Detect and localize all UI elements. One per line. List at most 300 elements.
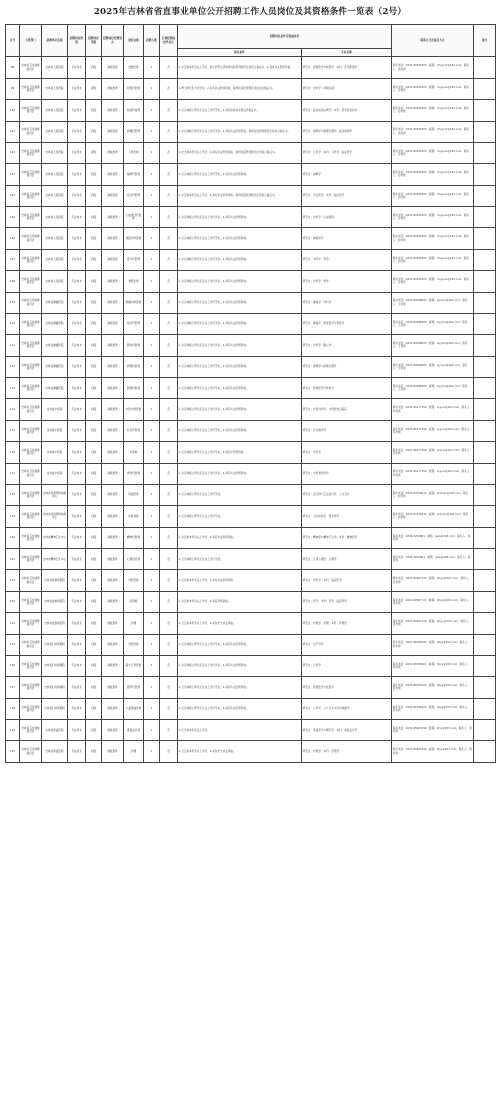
cell-funding: 财政拨款 (102, 100, 124, 121)
cell-post-name: 药剂师 (124, 591, 144, 612)
cell-contact: 联系电话：0431-82907722；邮箱：jhbyy@163.com；联系人：张老师 (392, 570, 474, 591)
table-body (6, 57, 496, 762)
cell-conditions: 1.博士研究生学历学位；2.具有执业医师资格，取得住院医师规范化培训合格证书。 (178, 78, 302, 99)
cell-conditions: 1.全日制硕士研究生及以上学历学位；2.具有执业医师资格。 (178, 378, 302, 399)
cell-count: 1 (144, 121, 160, 142)
cell-funding: 财政拨款 (102, 228, 124, 249)
cell-unit: 吉林省肿瘤医院 (42, 378, 68, 399)
header-major: 专业名称 (302, 49, 392, 57)
cell-seq: 98 (6, 57, 20, 78)
cell-note (474, 121, 496, 142)
recruitment-table (5, 24, 496, 763)
cell-special: 否 (160, 78, 178, 99)
cell-unit: 吉林省疾病预防控制中心 (42, 506, 68, 527)
cell-special: 否 (160, 591, 178, 612)
cell-note (474, 527, 496, 548)
cell-post-name: 检验科技师 (124, 100, 144, 121)
cell-seq: 127 (6, 677, 20, 698)
cell-post-level: 初级 (86, 356, 102, 377)
cell-post-type: 专业技术 (68, 484, 86, 505)
header-seq: 序号 (6, 25, 20, 57)
cell-seq: 105 (6, 207, 20, 228)
table-row (6, 100, 496, 121)
cell-special: 否 (160, 720, 178, 741)
table-row (6, 142, 496, 163)
cell-dept: 吉林省卫生健康委员会 (20, 271, 42, 292)
cell-post-level: 初级 (86, 292, 102, 313)
cell-unit: 吉林省结核病医院 (42, 570, 68, 591)
cell-funding: 财政拨款 (102, 527, 124, 548)
table-row (6, 613, 496, 634)
cell-contact: 联系电话：0431-80596083；邮箱：zlyyrsc@163.com；联系人：王老师 (392, 313, 474, 334)
cell-seq: 109 (6, 292, 20, 313)
cell-special: 否 (160, 313, 178, 334)
cell-post-name: 检验技师 (124, 506, 144, 527)
table-row (6, 420, 496, 441)
cell-post-type: 专业技术 (68, 57, 86, 78)
cell-post-level: 初级 (86, 570, 102, 591)
cell-count: 1 (144, 164, 160, 185)
cell-post-name: 护理 (124, 741, 144, 762)
cell-funding: 财政拨款 (102, 613, 124, 634)
header-funding: 招聘岗位经费形式 (102, 25, 124, 57)
cell-dept: 吉林省卫生健康委员会 (20, 677, 42, 698)
cell-conditions: 1.全日制硕士研究生及以上学历学位；2.具有执业医师资格。 (178, 164, 302, 185)
cell-count: 1 (144, 207, 160, 228)
cell-unit: 吉林省人民医院 (42, 100, 68, 121)
cell-post-level: 初级 (86, 442, 102, 463)
cell-post-level: 初级 (86, 78, 102, 99)
cell-contact: 联系电话：0431-80596083；邮箱：zlyyrsc@163.com；联系人：王老师 (392, 378, 474, 399)
cell-funding: 财政拨款 (102, 335, 124, 356)
cell-funding: 财政拨款 (102, 292, 124, 313)
cell-dept: 吉林省卫生健康委员会 (20, 442, 42, 463)
cell-note (474, 741, 496, 762)
cell-note (474, 57, 496, 78)
cell-post-name: 中医内科医师 (124, 399, 144, 420)
cell-count: 1 (144, 634, 160, 655)
cell-dept: 吉林省卫生健康委员会 (20, 121, 42, 142)
cell-conditions: 1.全日制硕士研究生及以上学历学位；2.具有执业医师资格。 (178, 463, 302, 484)
cell-post-type: 专业技术 (68, 634, 86, 655)
cell-major: 研究生：护理学；本科：护理学 (302, 741, 392, 762)
cell-post-level: 初级 (86, 57, 102, 78)
table-row (6, 720, 496, 741)
cell-dept: 吉林省卫生健康委员会 (20, 570, 42, 591)
cell-major: 研究生：中医内科学、中西医结合临床 (302, 399, 392, 420)
cell-count: 1 (144, 142, 160, 163)
cell-special: 否 (160, 634, 178, 655)
cell-seq: 102 (6, 142, 20, 163)
cell-unit: 吉林省肿瘤医院 (42, 313, 68, 334)
cell-post-level: 初级 (86, 228, 102, 249)
table-row (6, 207, 496, 228)
cell-unit: 吉林省人民医院 (42, 164, 68, 185)
cell-post-level: 初级 (86, 463, 102, 484)
cell-funding: 财政拨款 (102, 399, 124, 420)
cell-contact: 联系电话：0431-85595363；邮箱：rmyyrsc@163.com；联系人：孙老师 (392, 249, 474, 270)
cell-post-type: 专业技术 (68, 207, 86, 228)
cell-contact: 联系电话：0431-85923344；邮箱：kfyy@163.com；联系人：周老师 (392, 720, 474, 741)
cell-unit: 吉林省人民医院 (42, 78, 68, 99)
cell-post-level: 初级 (86, 335, 102, 356)
cell-major: 研究生：药学；本科：药学、临床药学 (302, 591, 392, 612)
cell-special: 否 (160, 442, 178, 463)
table-row (6, 335, 496, 356)
table-row (6, 249, 496, 270)
cell-contact: 联系电话：0431-86177356；邮箱：zyyrsc@163.com；联系人：李老师 (392, 420, 474, 441)
cell-note (474, 164, 496, 185)
cell-post-name: 麻醉科医师 (124, 164, 144, 185)
cell-conditions: 1.全日制硕士研究生及以上学历学位；2.具有执业医师资格。 (178, 420, 302, 441)
cell-conditions: 1.全日制硕士研究生及以上学历学位；2.具有执业医师资格。 (178, 677, 302, 698)
cell-dept: 吉林省卫生健康委员会 (20, 634, 42, 655)
cell-post-type: 专业技术 (68, 100, 86, 121)
cell-post-level: 初级 (86, 655, 102, 676)
cell-count: 1 (144, 463, 160, 484)
cell-note (474, 185, 496, 206)
cell-seq: 120 (6, 527, 20, 548)
cell-contact: 联系电话：0431-85595363；邮箱：rmyyrsc@163.com；联系人：孙老师 (392, 121, 474, 142)
cell-major: 研究生：影像医学与核医学 (302, 378, 392, 399)
cell-special: 否 (160, 100, 178, 121)
cell-note (474, 613, 496, 634)
cell-seq: 130 (6, 741, 20, 762)
cell-dept: 吉林省卫生健康委员会 (20, 164, 42, 185)
header-dept: 主管部门 (20, 25, 42, 57)
cell-note (474, 720, 496, 741)
header-post-level: 招聘岗位等级 (86, 25, 102, 57)
cell-funding: 财政拨款 (102, 207, 124, 228)
cell-post-type: 专业技术 (68, 313, 86, 334)
cell-note (474, 228, 496, 249)
cell-note (474, 100, 496, 121)
table-row (6, 292, 496, 313)
cell-post-name: 心血管内科医师 (124, 207, 144, 228)
cell-contact: 联系电话：0431-82907722；邮箱：jhbyy@163.com；联系人：张老师 (392, 591, 474, 612)
cell-dept: 吉林省卫生健康委员会 (20, 142, 42, 163)
cell-special: 否 (160, 378, 178, 399)
cell-post-type: 专业技术 (68, 399, 86, 420)
cell-post-name: 病理科医师 (124, 121, 144, 142)
cell-special: 否 (160, 121, 178, 142)
cell-funding: 财政拨款 (102, 720, 124, 741)
cell-count: 1 (144, 420, 160, 441)
cell-special: 否 (160, 142, 178, 163)
cell-seq: 126 (6, 655, 20, 676)
cell-special: 否 (160, 527, 178, 548)
cell-contact: 联系电话：0431-86789101；邮箱：fybjy@163.com；联系人：陈老师 (392, 677, 474, 698)
cell-conditions: 1.全日制本科及以上学历；2.具有药师资格。 (178, 591, 302, 612)
cell-funding: 财政拨款 (102, 185, 124, 206)
cell-post-name: 超声科医师 (124, 677, 144, 698)
cell-unit: 吉林省妇幼保健院 (42, 634, 68, 655)
cell-post-type: 专业技术 (68, 249, 86, 270)
cell-seq: 106 (6, 228, 20, 249)
cell-post-type: 专业技术 (68, 698, 86, 719)
cell-major: 研究生：麻醉学 (302, 164, 392, 185)
cell-funding: 财政拨款 (102, 506, 124, 527)
cell-count: 1 (144, 506, 160, 527)
cell-special: 否 (160, 677, 178, 698)
cell-post-level: 初级 (86, 613, 102, 634)
cell-conditions: 1.全日制硕士研究生及以上学历学位；2.具有执业医师资格。 (178, 356, 302, 377)
cell-count: 1 (144, 399, 160, 420)
cell-funding: 财政拨款 (102, 57, 124, 78)
cell-post-type: 专业技术 (68, 741, 86, 762)
cell-post-level: 初级 (86, 698, 102, 719)
header-note: 备注 (474, 25, 496, 57)
cell-count: 1 (144, 78, 160, 99)
cell-seq: 116 (6, 442, 20, 463)
cell-funding: 财政拨款 (102, 271, 124, 292)
cell-post-level: 初级 (86, 121, 102, 142)
cell-funding: 财政拨款 (102, 655, 124, 676)
cell-special: 否 (160, 463, 178, 484)
cell-conditions: 1.全日制硕士研究生及以上学历学位；2.具有执业医师资格。 (178, 228, 302, 249)
cell-post-name: 儿童保健医师 (124, 698, 144, 719)
cell-major: 研究生：临床检验诊断学；本科：医学检验技术 (302, 100, 392, 121)
cell-conditions: 1.全日制本科及以上学历；2.具有执业医师资格。 (178, 570, 302, 591)
cell-conditions: 1.全日制硕士研究生及以上学历学位。 (178, 484, 302, 505)
cell-count: 2 (144, 655, 160, 676)
cell-post-type: 专业技术 (68, 335, 86, 356)
cell-contact: 联系电话：0431-85595363；邮箱：rmyyrsc@163.com；联系人：孙老师 (392, 271, 474, 292)
cell-unit: 吉林省妇幼保健院 (42, 677, 68, 698)
cell-post-name: 心理治疗师 (124, 549, 144, 570)
cell-post-type: 专业技术 (68, 142, 86, 163)
table-row (6, 442, 496, 463)
cell-major: 研究生：儿科学、儿少卫生与妇幼保健学 (302, 698, 392, 719)
cell-conditions: 1.全日制硕士研究生及以上学历学位。 (178, 549, 302, 570)
cell-funding: 财政拨款 (102, 121, 124, 142)
cell-major: 研究生：应用心理学、心理学 (302, 549, 392, 570)
cell-contact: 联系电话：0431-86177356；邮箱：zyyrsc@163.com；联系人：李老师 (392, 442, 474, 463)
cell-conditions: 1.全日制硕士研究生及以上学历学位；2.具有执业医师资格。 (178, 207, 302, 228)
cell-contact: 联系电话：0431-86789101；邮箱：fybjy@163.com；联系人：陈老师 (392, 634, 474, 655)
header-conditions: 报名条件 (178, 49, 302, 57)
cell-seq: 99 (6, 78, 20, 99)
cell-post-level: 初级 (86, 720, 102, 741)
cell-post-name: 神经内科医师 (124, 228, 144, 249)
cell-seq: 125 (6, 634, 20, 655)
cell-special: 否 (160, 57, 178, 78)
cell-dept: 吉林省卫生健康委员会 (20, 313, 42, 334)
cell-count: 1 (144, 271, 160, 292)
cell-major: 研究生：肿瘤学、内科学 (302, 292, 392, 313)
cell-conditions: 1.全日制本科及以上学历；2.具有执业医师资格。 (178, 527, 302, 548)
cell-major: 研究生：病理学与病理生理学 (302, 356, 392, 377)
cell-contact: 联系电话：0431-85595363；邮箱：rmyyrsc@163.com；联系人：孙老师 (392, 164, 474, 185)
cell-post-type: 专业技术 (68, 420, 86, 441)
cell-contact: 联系电话：0431-80596083；邮箱：zlyyrsc@163.com；联系人：王老师 (392, 335, 474, 356)
cell-note (474, 142, 496, 163)
cell-post-name: 普外科医师 (124, 249, 144, 270)
cell-post-level: 初级 (86, 100, 102, 121)
cell-funding: 财政拨款 (102, 442, 124, 463)
cell-count: 1 (144, 185, 160, 206)
table-row (6, 549, 496, 570)
cell-major: 研究生：中医骨伤科学 (302, 463, 392, 484)
cell-post-type: 专业技术 (68, 78, 86, 99)
cell-post-level: 初级 (86, 164, 102, 185)
cell-contact: 联系电话：0431-86177356；邮箱：zyyrsc@163.com；联系人：李老师 (392, 463, 474, 484)
table-row (6, 506, 496, 527)
table-row (6, 655, 496, 676)
cell-note (474, 335, 496, 356)
cell-major: 研究生：内科学；本科：临床医学 (302, 570, 392, 591)
cell-note (474, 591, 496, 612)
cell-count: 1 (144, 378, 160, 399)
cell-post-level: 初级 (86, 677, 102, 698)
cell-dept: 吉林省卫生健康委员会 (20, 292, 42, 313)
cell-funding: 财政拨款 (102, 313, 124, 334)
cell-contact: 联系电话：0431-85923344；邮箱：kfyy@163.com；联系人：周老师 (392, 741, 474, 762)
cell-note (474, 399, 496, 420)
cell-contact: 联系电话：0434-3252801；邮箱：jsws@163.com；联系人：刘老师 (392, 527, 474, 548)
cell-major: 研究生：中药学 (302, 442, 392, 463)
cell-seq: 118 (6, 484, 20, 505)
cell-special: 否 (160, 292, 178, 313)
cell-conditions: 1.全日制本科及以上学历；2.具有护士执业资格。 (178, 741, 302, 762)
cell-unit: 吉林省人民医院 (42, 185, 68, 206)
table-row (6, 313, 496, 334)
cell-conditions: 1.全日制本科及以上学历。 (178, 720, 302, 741)
cell-contact: 联系电话：0434-3252801；邮箱：jsws@163.com；联系人：刘老师 (392, 549, 474, 570)
cell-post-name: 妇科医师 (124, 634, 144, 655)
cell-note (474, 655, 496, 676)
cell-note (474, 292, 496, 313)
cell-post-type: 专业技术 (68, 570, 86, 591)
table-row (6, 591, 496, 612)
table-row (6, 634, 496, 655)
cell-unit: 吉林省人民医院 (42, 228, 68, 249)
cell-funding: 财政拨款 (102, 420, 124, 441)
cell-funding: 财政拨款 (102, 463, 124, 484)
cell-major: 研究生：外科学（普外） (302, 249, 392, 270)
cell-unit: 吉林省人民医院 (42, 121, 68, 142)
table-row (6, 527, 496, 548)
cell-post-name: 骨伤科医师 (124, 463, 144, 484)
cell-post-name: 骨科医师 (124, 271, 144, 292)
table-row (6, 378, 496, 399)
cell-post-name: 针灸科医师 (124, 420, 144, 441)
cell-special: 否 (160, 549, 178, 570)
cell-major: 研究生：内科学（呼吸系病） (302, 78, 392, 99)
cell-dept: 吉林省卫生健康委员会 (20, 506, 42, 527)
cell-count: 1 (144, 228, 160, 249)
cell-conditions: 1.全日制本科及以上学历；2.具有执业医师资格，取得住院医师规范化培训合格证书。 (178, 185, 302, 206)
table-row (6, 78, 496, 99)
cell-post-name: 康复治疗师 (124, 720, 144, 741)
cell-special: 否 (160, 164, 178, 185)
cell-seq: 104 (6, 185, 20, 206)
cell-unit: 吉林省中医院 (42, 463, 68, 484)
cell-dept: 吉林省卫生健康委员会 (20, 207, 42, 228)
cell-note (474, 442, 496, 463)
cell-dept: 吉林省卫生健康委员会 (20, 185, 42, 206)
cell-major: 研究生：护理学、护理；本科：护理学 (302, 613, 392, 634)
cell-major: 研究生：康复医学与理疗学；本科：康复治疗学 (302, 720, 392, 741)
cell-count: 1 (144, 292, 160, 313)
cell-major: 研究生：外科学（胸心外） (302, 335, 392, 356)
cell-major: 研究生：儿科学；本科：儿科学、临床医学 (302, 142, 392, 163)
cell-special: 否 (160, 741, 178, 762)
cell-special: 否 (160, 228, 178, 249)
cell-contact: 联系电话：0431-82907722；邮箱：jhbyy@163.com；联系人：张老师 (392, 613, 474, 634)
cell-post-type: 专业技术 (68, 591, 86, 612)
cell-seq: 115 (6, 420, 20, 441)
cell-major: 研究生：卫生检验学、微生物学 (302, 506, 392, 527)
cell-contact: 联系电话：0431-85595363；邮箱：rmyyrsc@163.com；联系人：孙老师 (392, 228, 474, 249)
cell-dept: 吉林省卫生健康委员会 (20, 228, 42, 249)
cell-seq: 113 (6, 378, 20, 399)
cell-funding: 财政拨款 (102, 356, 124, 377)
cell-unit: 吉林省中医院 (42, 420, 68, 441)
cell-post-name: 护理 (124, 613, 144, 634)
cell-contact: 联系电话：0431-86789101；邮箱：fybjy@163.com；联系人：陈老师 (392, 655, 474, 676)
cell-note (474, 549, 496, 570)
cell-post-level: 初级 (86, 185, 102, 206)
cell-count: 1 (144, 100, 160, 121)
cell-post-name: 呼吸科医师 (124, 78, 144, 99)
cell-post-type: 专业技术 (68, 228, 86, 249)
document-title: 2025年吉林省省直事业单位公开招聘工作人员岗位及其资格条件一览表（2号） (93, 7, 407, 17)
cell-post-level: 初级 (86, 527, 102, 548)
cell-contact: 联系电话：0431-80596083；邮箱：zlyyrsc@163.com；联系人：王老师 (392, 292, 474, 313)
cell-note (474, 570, 496, 591)
cell-major: 研究生：影像医学与核医学 (302, 677, 392, 698)
cell-seq: 111 (6, 335, 20, 356)
table-row (6, 228, 496, 249)
cell-unit: 吉林省结核病医院 (42, 591, 68, 612)
cell-seq: 100 (6, 100, 20, 121)
cell-note (474, 271, 496, 292)
cell-post-type: 专业技术 (68, 185, 86, 206)
cell-special: 否 (160, 655, 178, 676)
cell-major: 研究生：儿科学 (302, 655, 392, 676)
cell-contact: 联系电话：0431-80596083；邮箱：zlyyrsc@163.com；联系人：王老师 (392, 356, 474, 377)
cell-seq: 122 (6, 570, 20, 591)
cell-major: 研究生：精神病与精神卫生学；本科：精神医学 (302, 527, 392, 548)
cell-note (474, 463, 496, 484)
cell-unit: 吉林省人民医院 (42, 142, 68, 163)
cell-contact: 联系电话：0431-85595363；邮箱：rmyyrsc@163.com；联系人：孙老师 (392, 207, 474, 228)
cell-funding: 财政拨款 (102, 249, 124, 270)
cell-post-level: 初级 (86, 399, 102, 420)
table-row (6, 121, 496, 142)
cell-contact: 联系电话：0431-85595363；邮箱：rmyyrsc@163.com；联系人：孙老师 (392, 100, 474, 121)
cell-major: 研究生：流行病与卫生统计学、公共卫生 (302, 484, 392, 505)
cell-special: 否 (160, 185, 178, 206)
cell-note (474, 677, 496, 698)
cell-dept: 吉林省卫生健康委员会 (20, 249, 42, 270)
table-row (6, 399, 496, 420)
cell-post-type: 专业技术 (68, 442, 86, 463)
cell-post-level: 初级 (86, 741, 102, 762)
cell-unit: 吉林省人民医院 (42, 57, 68, 78)
cell-count: 1 (144, 698, 160, 719)
header-unit: 招聘单位名称 (42, 25, 68, 57)
cell-note (474, 378, 496, 399)
cell-contact: 联系电话：0431-86177356；邮箱：zyyrsc@163.com；联系人：李老师 (392, 399, 474, 420)
cell-dept: 吉林省卫生健康委员会 (20, 720, 42, 741)
cell-major: 研究生：内科学（心血管病） (302, 207, 392, 228)
cell-count: 1 (144, 313, 160, 334)
cell-dept: 吉林省卫生健康委员会 (20, 335, 42, 356)
cell-count: 1 (144, 249, 160, 270)
cell-seq: 110 (6, 313, 20, 334)
